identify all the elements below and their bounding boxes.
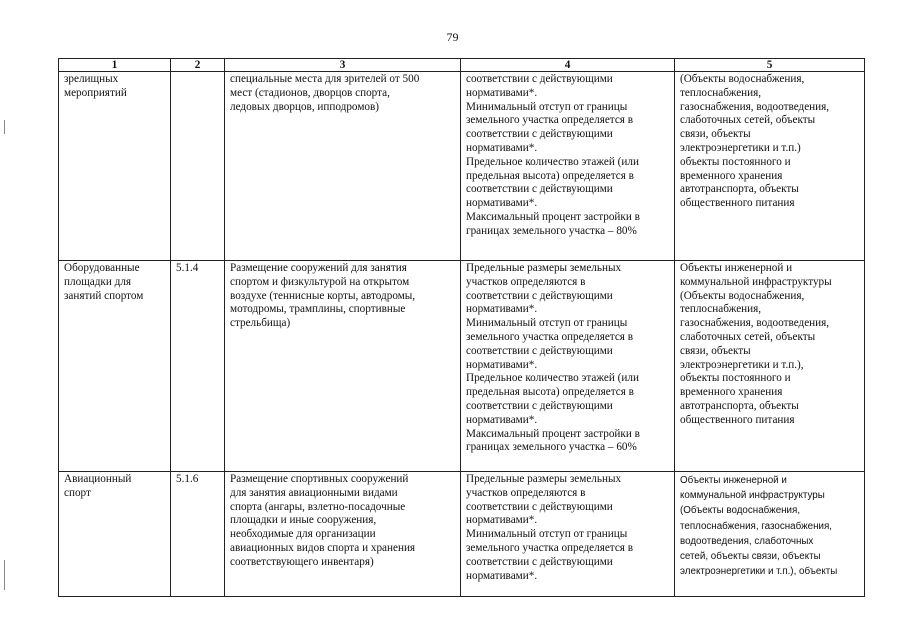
column-header-2: 2	[171, 59, 225, 72]
auxiliary-uses-cell: Объекты инженерной и коммунальной инфраструктуры (Объекты водоснабжения, теплоснабжения, газоснабжения, водоотведения, слаботочных сетей, объекты связи, объекты электроэнергетики и т.п.), объекты постоянного и временного хранения автотранспорта, объекты общественного питания	[675, 261, 865, 472]
parameters-cell: соответствии с действующими нормативами*. Минимальный отступ от границы земельного участка определяется в соответствии с действующими нормативами*. Предельное количество этажей (или предельная высота) определяется в соответствии с действующими нормативами*. Максимальный процент застройки в границах земельного участка – 80%	[461, 72, 675, 261]
column-header-4: 4	[461, 59, 675, 72]
use-code-cell: 5.1.4	[171, 261, 225, 472]
table-header-row	[59, 59, 865, 72]
use-code-cell: 5.1.6	[171, 472, 225, 597]
use-name-cell: Оборудованные площадки для занятий спортом	[59, 261, 171, 472]
parameters-cell: Предельные размеры земельных участков определяются в соответствии с действующими нормативами*. Минимальный отступ от границы земельного участка определяется в соответствии с действующими нормативами*. Предельное количество этажей (или предельная высота) определяется в соответствии с действующими нормативами*. Максимальный процент застройки в границах земельного участка – 60%	[461, 261, 675, 472]
use-description-cell: Размещение сооружений для занятия спортом и физкультурой на открытом воздухе (теннисные корты, автодромы, мотодромы, трамплины, спортивные стрельбища)	[225, 261, 461, 472]
auxiliary-uses-cell: Объекты инженерной и коммунальной инфраструктуры (Объекты водоснабжения, теплоснабжения, газоснабжения, водоотведения, слаботочных сетей, объекты связи, объекты электроэнергетики и т.п.), объекты	[675, 472, 865, 597]
table-row	[59, 261, 865, 472]
auxiliary-uses-cell: (Объекты водоснабжения, теплоснабжения, газоснабжения, водоотведения, слаботочных сетей, объекты связи, объекты электроэнергетики и т.п.) объекты постоянного и временного хранения автотранспорта, объекты общественного питания	[675, 72, 865, 261]
table-row	[59, 472, 865, 597]
column-header-3: 3	[225, 59, 461, 72]
use-name-cell: зрелищных мероприятий	[59, 72, 171, 261]
binding-margin-mark	[4, 560, 5, 590]
column-header-5: 5	[675, 59, 865, 72]
column-header-1: 1	[59, 59, 171, 72]
use-description-cell: специальные места для зрителей от 500 мест (стадионов, дворцов спорта, ледовых дворцов, ипподромов)	[225, 72, 461, 261]
use-name-cell: Авиационный спорт	[59, 472, 171, 597]
use-code-cell	[171, 72, 225, 261]
table-row	[59, 72, 865, 261]
use-description-cell: Размещение спортивных сооружений для занятия авиационными видами спорта (ангары, взлетно-посадочные площадки и иные сооружения, необходимые для организации авиационных видов спорта и хранения соответствующего инвентаря)	[225, 472, 461, 597]
parameters-cell: Предельные размеры земельных участков определяются в соответствии с действующими нормативами*. Минимальный отступ от границы земельного участка определяется в соответствии с действующими нормативами*.	[461, 472, 675, 597]
land-use-table	[58, 58, 865, 597]
binding-margin-mark	[4, 120, 5, 134]
page-number: 79	[446, 30, 459, 44]
